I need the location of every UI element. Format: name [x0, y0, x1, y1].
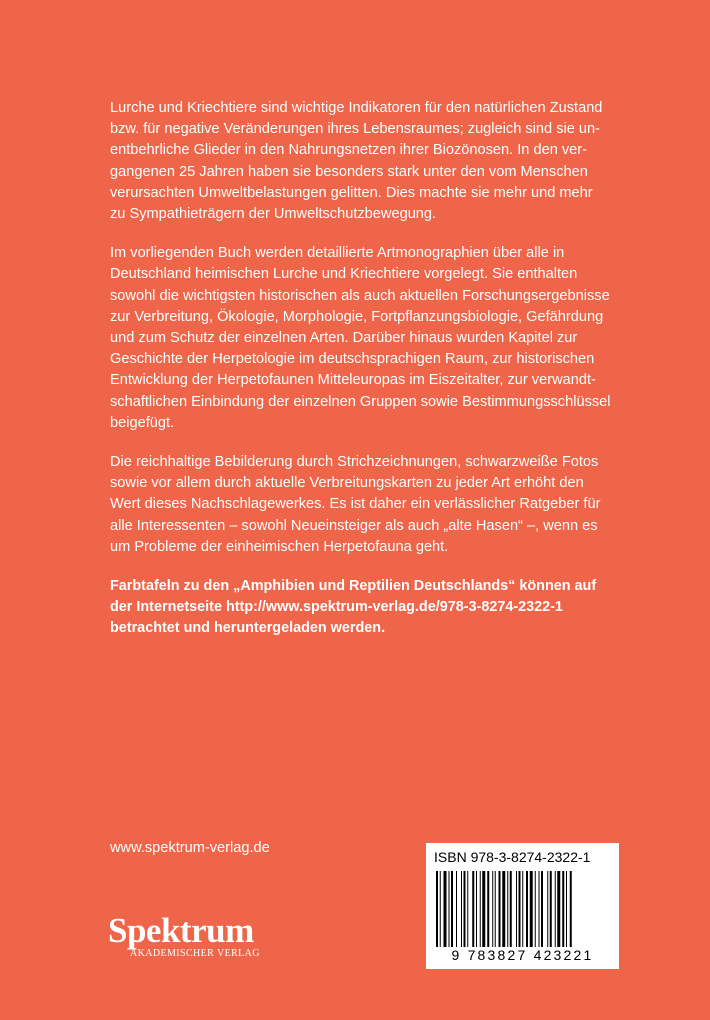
- text-line: zu Sympathieträgern der Umweltschutzbewegung.: [110, 206, 437, 223]
- text-line: gangenen 25 Jahren haben sie besonders stark unter den vom Menschen: [110, 163, 588, 180]
- barcode-bar: [472, 871, 474, 947]
- text-line: alle Interessenten – sowohl Neueinsteiger als auch „alte Hasen“ –, wenn es: [110, 517, 598, 534]
- barcode-bar: [456, 871, 457, 947]
- barcode-bar: [487, 871, 489, 947]
- barcode-bar: [516, 871, 517, 947]
- barcode-bars: [436, 871, 609, 947]
- barcode-bar: [566, 871, 567, 947]
- barcode-bar: [480, 871, 481, 947]
- barcode-bar: [519, 871, 521, 947]
- barcode-bar: [482, 871, 485, 947]
- text-line: Lurche und Kriechtiere sind wichtige Indikatoren für den natürlichen Zustand: [110, 100, 603, 116]
- paragraph-intro: [110, 98, 625, 225]
- barcode-bar: [555, 871, 556, 947]
- text-line: Deutschland heimischen Lurche und Kriechtiere vorgelegt. Sie enthalten: [110, 266, 578, 283]
- spektrum-logo: [108, 911, 260, 959]
- barcode-bar: [449, 871, 450, 947]
- text-line: bzw. für negative Veränderungen ihres Lebensraumes; zugleich sind sie un-: [110, 121, 601, 138]
- text-line: Entwicklung der Herpetofaunen Mitteleuropas im Eiszeitalter, zur verwandt-: [110, 372, 596, 389]
- barcode-bar: [541, 871, 543, 947]
- text-line: beigefügt.: [110, 414, 175, 431]
- barcode-bar: [507, 871, 508, 947]
- text-line: und zum Schutz der einzelnen Arten. Darüber hinaus wurden Kapitel zur: [110, 330, 578, 347]
- barcode-bar: [570, 871, 572, 947]
- text-line: Wert dieses Nachschlagewerkes. Es ist daher ein verlässlicher Ratgeber für: [110, 496, 601, 513]
- barcode-bar: [467, 871, 468, 947]
- barcode-bar: [464, 871, 466, 947]
- text-line: um Probleme der einheimischen Herpetofauna geht.: [110, 538, 449, 555]
- barcode-bar: [492, 871, 493, 947]
- paragraph-content: [110, 243, 625, 434]
- barcode-bar: [547, 871, 548, 947]
- paragraph-illustrations: [110, 452, 625, 558]
- text-line: betrachtet und heruntergeladen werden.: [110, 620, 386, 637]
- logo-subtitle: AKADEMISCHER VERLAG: [130, 948, 260, 959]
- publisher-website: www.spektrum-verlag.de: [110, 840, 270, 856]
- barcode-bar: [461, 871, 462, 947]
- text-line: schaftlichen Einbindung der einzelnen Gruppen sowie Bestimmungsschlüssel: [110, 393, 611, 410]
- text-line: entbehrliche Glieder in den Nahrungsnetzen ihrer Biozönosen. In den ver-: [110, 142, 588, 159]
- barcode-bar: [539, 871, 540, 947]
- barcode-bar: [526, 871, 528, 947]
- barcode-bar: [499, 871, 501, 947]
- text-line: der Internetseite http://www.spektrum-verlag.de/978-3-8274-2322-1: [110, 599, 563, 616]
- barcode-bar: [557, 871, 560, 947]
- text-line: Die reichhaltige Bebilderung durch Strichzeichnungen, schwarzweiße Fotos: [110, 454, 599, 471]
- isbn-label: ISBN 978-3-8274-2322-1: [434, 849, 591, 865]
- barcode-bar: [562, 871, 564, 947]
- ean-digits: 9 783827 423221: [451, 947, 594, 963]
- isbn-barcode: [426, 843, 619, 969]
- text-line: Geschichte der Herpetologie im deutschsprachigen Raum, zur historischen: [110, 351, 595, 368]
- barcode-bar: [522, 871, 523, 947]
- barcode-bar: [440, 871, 441, 947]
- paragraph-color-plates: [110, 576, 625, 640]
- barcode-bar: [444, 871, 447, 947]
- barcode-bar: [502, 871, 505, 947]
- barcode-bar: [436, 871, 438, 947]
- barcode-bar: [510, 871, 512, 947]
- text-line: verursachten Umweltbelastungen gelitten. Dies machte sie mehr und mehr: [110, 184, 593, 201]
- barcode-bar: [495, 871, 496, 947]
- barcode-bar: [550, 871, 552, 947]
- barcode-bar: [451, 871, 453, 947]
- barcode-bar: [535, 871, 536, 947]
- back-cover-text: [110, 98, 625, 658]
- text-line: Im vorliegenden Buch werden detaillierte Artmonographien über alle in: [110, 245, 565, 262]
- barcode-bar: [530, 871, 533, 947]
- logo-wordmark: Spektrum: [108, 911, 254, 950]
- text-line: sowie vor allem durch aktuelle Verbreitungskarten zu jeder Art erhöht den: [110, 475, 584, 492]
- text-line: sowohl die wichtigsten historischen als auch aktuellen Forschungsergebnisse: [110, 287, 610, 304]
- text-line: zur Verbreitung, Ökologie, Morphologie, Fortpflanzungsbiologie, Gefährdung: [110, 308, 604, 325]
- text-line: Farbtafeln zu den „Amphibien und Reptilien Deutschlands“ können auf: [110, 578, 597, 595]
- barcode-bar: [476, 871, 477, 947]
